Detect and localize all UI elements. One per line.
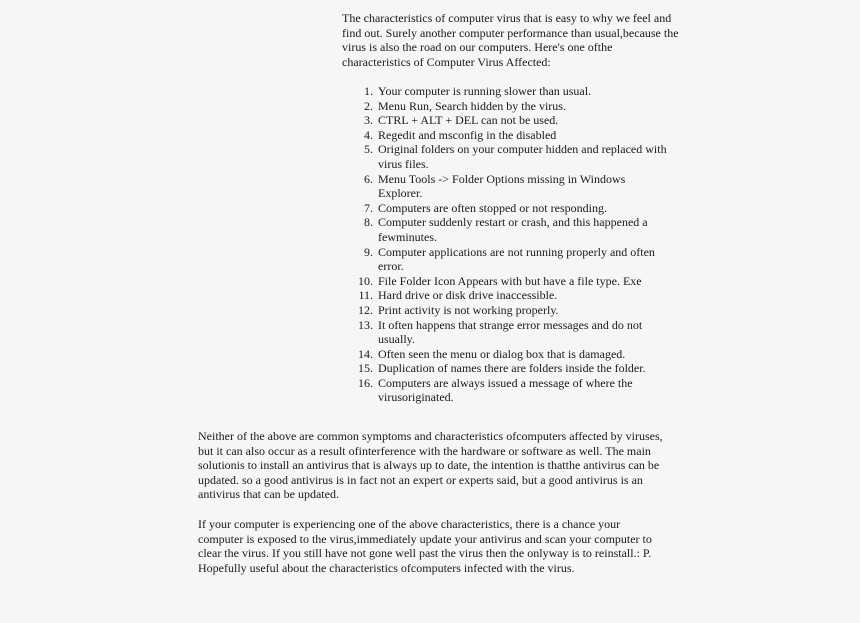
list-item xyxy=(342,113,682,128)
list-text: Menu Tools -> Folder Options missing in Windows Explorer. xyxy=(378,171,626,201)
list-number: 11. xyxy=(358,288,373,303)
symptom-list xyxy=(342,84,682,405)
list-text: Regedit and msconfig in the disabled xyxy=(378,127,557,142)
list-item xyxy=(342,288,682,303)
list-number: 8. xyxy=(364,215,373,230)
list-number: 14. xyxy=(358,346,373,361)
list-number: 16. xyxy=(358,375,373,390)
list-item xyxy=(342,245,682,274)
list-text: Your computer is running slower than usual. xyxy=(378,84,592,98)
list-item xyxy=(342,172,682,201)
list-item xyxy=(342,376,682,405)
list-item xyxy=(342,361,682,376)
list-number: 12. xyxy=(358,302,373,317)
list-number: 6. xyxy=(364,171,373,186)
list-item xyxy=(342,128,682,143)
summary-paragraph: Neither of the above are common symptoms and characteristics ofcomputers affected by viruses, but it can also occur as a result ofinterference with the hardware or software as well. The main solutionis to install an antivirus that is always up to date, the intention is thatthe antivirus can be updated. so a good antivirus is in fact not an expert or experts said, but a good antivirus is an antivirus that can be updated. xyxy=(198,429,663,502)
list-number: 2. xyxy=(364,98,373,113)
list-text: It often happens that strange error messages and do not usually. xyxy=(378,317,643,347)
list-text: Hard drive or disk drive inaccessible. xyxy=(378,288,558,303)
advice-paragraph: If your computer is experiencing one of the above characteristics, there is a chance your computer is exposed to the virus,immediately update your antivirus and scan your computer to clear the virus. If you still have not gone well past the virus then the onlyway is to reinstall.: P. Hopefully useful about the characteristics ofcomputers infected with the virus. xyxy=(198,517,652,575)
list-number: 10. xyxy=(358,273,373,288)
list-item xyxy=(342,215,682,244)
list-item xyxy=(342,274,682,289)
list-number: 13. xyxy=(358,317,373,332)
list-text: Often seen the menu or dialog box that is damaged. xyxy=(378,346,626,361)
list-text: Computers are always issued a message of where the virusoriginated. xyxy=(378,375,633,405)
list-number: 1. xyxy=(364,84,373,98)
list-text: Menu Run, Search hidden by the virus. xyxy=(378,98,566,113)
list-number: 3. xyxy=(364,113,373,128)
list-number: 5. xyxy=(364,142,373,157)
intro-paragraph: The characteristics of computer virus that is easy to why we feel and find out. Surely another computer performance than usual,because the virus is also the road on our computers. Here's one ofthe characteristics of Computer Virus Affected: xyxy=(342,11,679,69)
list-number: 9. xyxy=(364,244,373,259)
list-item xyxy=(342,303,682,318)
list-item xyxy=(342,142,682,171)
list-text: Computer applications are not running properly and often error. xyxy=(378,244,655,274)
list-text: CTRL + ALT + DEL can not be used. xyxy=(378,113,559,128)
list-item xyxy=(342,99,682,114)
list-text: Computers are often stopped or not responding. xyxy=(378,200,607,215)
list-number: 4. xyxy=(364,127,373,142)
list-text: Computer suddenly restart or crash, and this happened a fewminutes. xyxy=(378,215,648,244)
list-item xyxy=(342,347,682,362)
list-text: Print activity is not working properly. xyxy=(378,302,559,317)
list-number: 15. xyxy=(358,361,373,376)
list-item xyxy=(342,318,682,347)
list-text: Original folders on your computer hidden and replaced with virus files. xyxy=(378,142,667,171)
list-item xyxy=(342,84,682,99)
list-text: Duplication of names there are folders inside the folder. xyxy=(378,361,646,376)
list-number: 7. xyxy=(364,200,373,215)
list-text: File Folder Icon Appears with but have a file type. Exe xyxy=(378,273,642,288)
list-item xyxy=(342,201,682,216)
